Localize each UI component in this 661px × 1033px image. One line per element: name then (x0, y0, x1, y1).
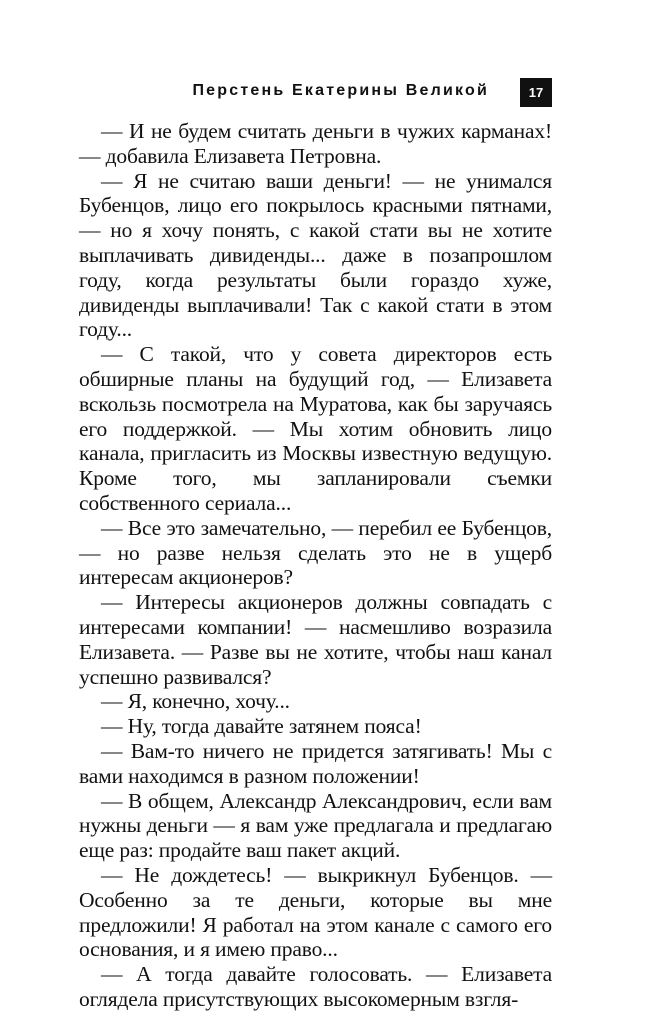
paragraph: — Не дождетесь! — выкрикнул Бубенцов. — Особенно за те деньги, которые вы мне предложили! Я работал на этом канале с самого его основания, и я имею право... (79, 862, 552, 962)
paragraph: — Ну, тогда давайте затянем пояса! (101, 714, 422, 739)
paragraph: — Интересы акционеров должны совпадать с интересами компании! — насмешливо возразила Елизавета. — Разве вы не хотите, чтобы наш канал успешно развивался? (79, 590, 552, 689)
page-header (0, 78, 661, 108)
page-number-badge: 17 (520, 78, 552, 107)
paragraph: — Вам-то ничего не придется затягивать! Мы с вами находимся в разном положении! (79, 738, 552, 788)
paragraph: — В общем, Александр Александрович, если вам нужны деньги — я вам уже предлагала и предлагаю еще раз: продайте ваш пакет акций. (79, 788, 552, 863)
paragraph: — Все это замечательно, — перебил ее Бубенцов, — но разве нельзя сделать это не в ущерб интересам акционеров? (79, 515, 552, 590)
text-body (79, 119, 552, 1012)
paragraph: — А тогда давайте голосовать. — Елизавета оглядела присутствующих высокомерным взгля- (79, 962, 552, 1011)
paragraph: — Я, конечно, хочу... (101, 689, 290, 714)
paragraph: — Я не считаю ваши деньги! — не унимался Бубенцов, лицо его покрылось красными пятнами, — но я хочу понять, с какой стати вы не хотите выплачивать дивиденды... даже в позапрошлом году, когда результаты были гораздо хуже, дивиденды выплачивали! Так с какой стати в этом году... (79, 168, 552, 342)
running-title: Перстень Екатерины Великой (192, 82, 489, 99)
paragraph: — И не будем считать деньги в чужих карманах! — добавила Елизавета Петровна. (79, 119, 552, 168)
paragraph: — С такой, что у совета директоров есть обширные планы на будущий год, — Елизавета вскользь посмотрела на Муратова, как бы заручаясь его поддержкой. — Мы хотим обновить лицо канала, пригласить из Москвы известную ведущую. Кроме того, мы запланировали съемки собственного сериала... (79, 342, 552, 515)
